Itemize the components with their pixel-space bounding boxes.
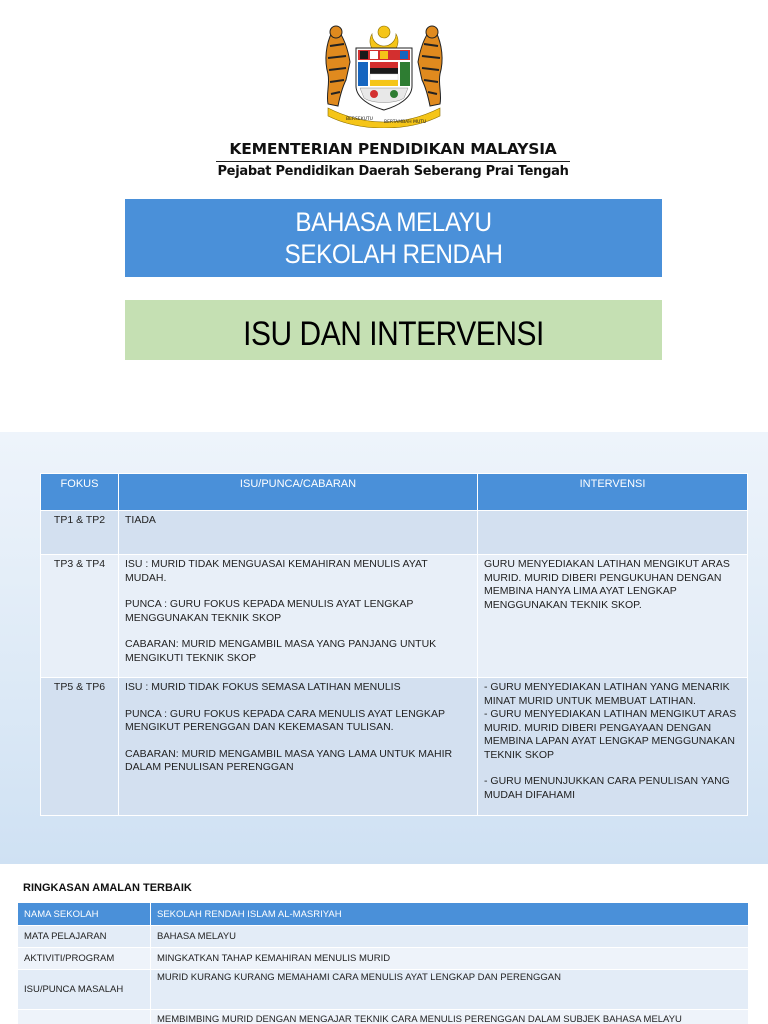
intervensi-cell (478, 678, 748, 816)
punca-paragraph: PUNCA : GURU FOKUS KEPADA MENULIS AYAT LENGKAP MENGGUNAKAN TEKNIK SKOP (125, 598, 414, 624)
table-row (41, 678, 748, 816)
best-practice-table (17, 902, 749, 1024)
ministry-header (216, 140, 570, 179)
isu-paragraph: ISU : MURID TIDAK FOKUS SEMASA LATIHAN MENULIS (125, 681, 401, 693)
intervensi-cell (478, 511, 748, 555)
table-row (18, 926, 749, 948)
best-practice-slide (0, 864, 768, 1024)
district-office-name: Pejabat Pendidikan Daerah Seberang Prai Tengah (217, 164, 569, 179)
fokus-cell: TP3 & TP4 (41, 555, 119, 678)
issues-slide (0, 432, 768, 864)
isu-cell (119, 511, 478, 555)
row-key: ISU/PUNCA MASALAH (18, 970, 151, 1010)
row-key (18, 1010, 151, 1024)
row-value: SEKOLAH RENDAH ISLAM AL-MASRIYAH (151, 903, 749, 926)
column-header-intervensi: INTERVENSI (478, 474, 748, 511)
row-value: MURID KURANG KURANG MEMAHAMI CARA MENULIS AYAT LENGKAP DAN PERENGGAN (151, 970, 749, 1010)
row-key: MATA PELAJARAN (18, 926, 151, 948)
table-row (18, 970, 749, 1010)
motto-ribbon-icon (328, 108, 440, 128)
row-value: MINGKATKAN TAHAP KEMAHIRAN MENULIS MURID (151, 948, 749, 970)
row-key: NAMA SEKOLAH (18, 903, 151, 926)
right-tiger-icon (418, 26, 442, 106)
cabaran-paragraph: CABARAN: MURID MENGAMBIL MASA YANG PANJANG UNTUK MENGIKUTI TEKNIK SKOP (125, 638, 437, 664)
intervensi-paragraph: - GURU MENUNJUKKAN CARA PENULISAN YANG MUDAH DIFAHAMI (484, 775, 730, 801)
isu-text: TIADA (125, 514, 156, 526)
table-row (18, 1010, 749, 1024)
row-key: AKTIVITI/PROGRAM (18, 948, 151, 970)
title-slide (0, 0, 768, 432)
row-value: BAHASA MELAYU (151, 926, 749, 948)
subject-banner (125, 199, 662, 277)
intervensi-cell (478, 555, 748, 678)
subject-title: BAHASA MELAYU (295, 207, 492, 237)
topic-banner (125, 300, 662, 360)
shield-icon (356, 48, 412, 110)
intervensi-paragraph: - GURU MENYEDIAKAN LATIHAN YANG MENARIK MINAT MURID UNTUK MEMBUAT LATIHAN. - GURU MENYEDIAKAN LATIHAN MENGIKUT ARAS MURID. MURID DIBERI PENGAYAAN DENGAN MEMBINA LAPAN AYAT LENGKAP MENGGUNAKAN TEKNIK SKOP (484, 681, 737, 761)
table-row (18, 948, 749, 970)
table-row (18, 903, 749, 926)
fokus-cell: TP5 & TP6 (41, 678, 119, 816)
table-row (41, 511, 748, 555)
malaysia-coat-of-arms-logo (318, 22, 450, 128)
table-row (41, 555, 748, 678)
svg-text:BERTAMBAH MUTU: BERTAMBAH MUTU (384, 120, 427, 125)
isu-paragraph: ISU : MURID TIDAK MENGUASAI KEMAHIRAN MENULIS AYAT MUDAH. (125, 558, 428, 584)
cabaran-paragraph: CABARAN: MURID MENGAMBIL MASA YANG LAMA UNTUK MAHIR DALAM PENULISAN PERENGGAN (125, 747, 453, 773)
isu-cell (119, 678, 478, 816)
topic-title: ISU DAN INTERVENSI (243, 315, 544, 353)
isu-cell (119, 555, 478, 678)
fokus-cell: TP1 & TP2 (41, 511, 119, 555)
punca-paragraph: PUNCA : GURU FOKUS KEPADA CARA MENULIS AYAT LENGKAP MENGIKUT PERENGGAN DAN KEKEMASAN TULISAN. (125, 707, 445, 733)
column-header-fokus: FOKUS (41, 474, 119, 511)
svg-text:BERSEKUTU: BERSEKUTU (346, 117, 373, 122)
left-tiger-icon (326, 26, 350, 106)
issues-table (40, 473, 748, 816)
intervensi-paragraph: GURU MENYEDIAKAN LATIHAN MENGIKUT ARAS MURID. MURID DIBERI PENGUKUHAN DENGAN MEMBINA HANYA LIMA AYAT LENGKAP MENGGUNAKAN TEKNIK SKOP. (484, 558, 730, 611)
row-value: MEMBIMBING MURID DENGAN MENGAJAR TEKNIK CARA MENULIS PERENGGAN DALAM SUBJEK BAHASA MELAYU (151, 1010, 749, 1024)
best-practice-title: RINGKASAN AMALAN TERBAIK (23, 882, 192, 894)
ministry-name: KEMENTERIAN PENDIDIKAN MALAYSIA (216, 140, 570, 162)
school-level-title: SEKOLAH RENDAH (284, 239, 503, 269)
column-header-isu: ISU/PUNCA/CABARAN (119, 474, 478, 511)
